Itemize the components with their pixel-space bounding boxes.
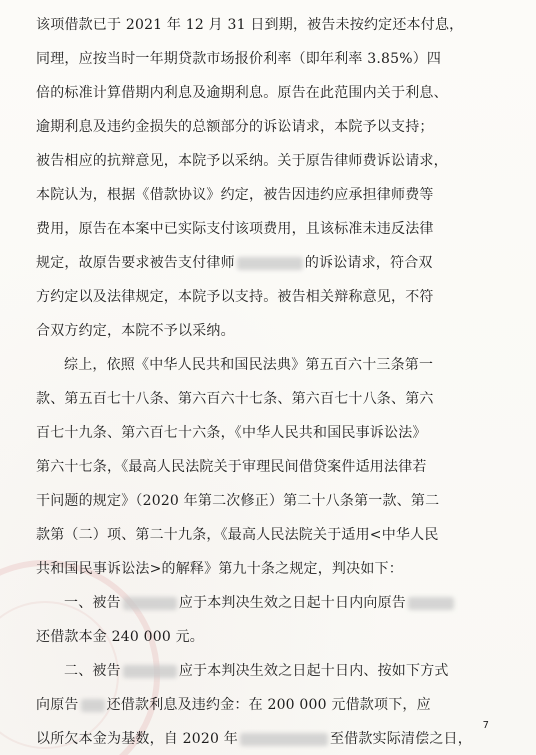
text-line-19: 还借款本金 240 000 元。 [36,629,204,645]
text-line-13: 百七十九条、第六百七十六条，《中华人民共和国民事诉讼法》 [36,425,427,441]
text-line-9: 方约定以及法律规定，本院予以支持。被告相关辩称意见，不符 [36,289,434,305]
text-line-21-after: 还借款利息及违约金：在 200 000 元借款项下，应 [106,697,431,713]
redaction-blur [240,733,328,746]
text-line-20-before: 二、被告 [64,663,121,679]
text-line-10: 合双方约定，本院不予以采纳。 [36,323,235,339]
text-line-1: 该项借款已于 2021 年 12 月 31 日到期，被告未按约定还本付息， [36,17,464,33]
text-line-5: 被告相应的抗辩意见，本院予以采纳。关于原告律师费诉讼请求， [36,153,448,169]
text-line-8-before: 规定，故原告要求被告支付律师 [36,255,235,271]
text-line-22-before: 以所欠本金为基数，自 2020 年 [36,731,238,747]
text-line-20-after: 应于本判决生效之日起十日内、按如下方式 [178,663,449,679]
redaction-blur [408,597,454,610]
redaction-blur [123,597,177,610]
text-line-20 [36,654,498,688]
text-line-8 [36,246,498,280]
redaction-blur [123,665,177,678]
text-line-2: 同理，应按当时一年期贷款市场报价利率（即年利率 3.85%）四 [36,51,442,67]
text-line-8-after: 的诉讼请求，符合双 [304,255,433,271]
text-line-22-after: 至借款实际清偿之日， [329,731,472,747]
text-line-11: 综上，依照《中华人民共和国民法典》第五百六十三条第一 [64,357,434,373]
text-line-16: 款第（二）项、第二十九条，《最高人民法院关于适用<中华人民 [36,527,439,543]
redaction-blur [237,257,303,270]
text-line-22 [36,722,498,755]
text-line-6: 本院认为，根据《借款协议》约定，被告因违约应承担律师费等 [36,187,434,203]
text-line-4: 逾期利息及违约金损失的总额部分的诉讼请求，本院予以支持； [36,119,434,135]
text-line-14: 第六十七条，《最高人民法院关于审理民间借贷案件适用法律若 [36,459,427,475]
page-number: 7 [482,720,489,731]
text-line-18 [36,586,498,620]
text-line-21-before: 向原告 [36,697,79,713]
text-line-18-before: 一、被告 [64,595,121,611]
text-line-18-after: 应于本判决生效之日起十日内向原告 [178,595,407,611]
text-line-12: 款、第五百七十八条、第六百六十七条、第六百七十八条、第六 [36,391,434,407]
text-line-21 [36,688,498,722]
text-line-15: 干问题的规定》（2020 年第二次修正）第二十八条第一款、第二 [36,493,440,509]
redaction-blur [81,699,105,712]
text-line-17: 共和国民事诉讼法>的解释》第九十条之规定，判决如下： [36,561,403,577]
judgment-text [36,8,498,755]
text-line-3: 倍的标准计算借期内利息及逾期利息。原告在此范围内关于利息、 [36,85,448,101]
text-line-7: 费用，原告在本案中已实际支付该项费用，且该标准未违反法律 [36,221,434,237]
